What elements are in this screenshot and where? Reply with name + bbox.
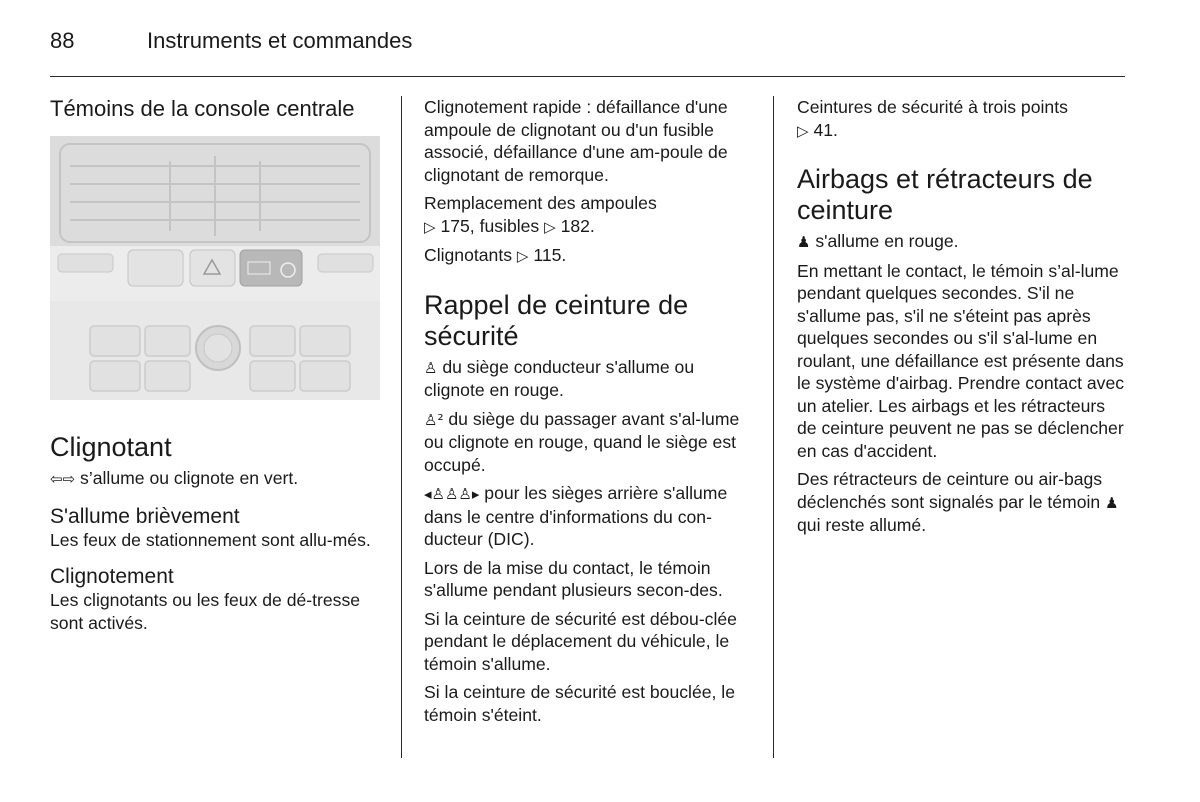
paragraph-text: Ceintures de sécurité à trois points [797, 97, 1068, 117]
section-heading: Témoins de la console centrale [50, 96, 355, 121]
paragraph [424, 192, 754, 238]
page-number: 88 [50, 28, 75, 53]
passenger-seatbelt-icon: ♙² [424, 410, 444, 429]
reference-arrow-icon: ▷ [424, 217, 436, 236]
column-left [50, 96, 380, 640]
section-title-seatbelt: Rappel de ceinture de sécurité [424, 289, 689, 351]
rear-seatbelt-icon: ◂♙♙♙▸ [424, 485, 480, 503]
paragraph-text: Clignotants [424, 245, 513, 265]
paragraph: Les feux de stationnement sont allu-més. [50, 529, 371, 550]
paragraph: Lors de la mise du contact, le témoin s'allume pendant plusieurs secon-des. [424, 557, 723, 600]
column-middle [424, 96, 754, 732]
paragraph [797, 230, 1127, 254]
paragraph-text: 41. [813, 119, 838, 140]
subsection-title: S'allume brièvement [50, 504, 240, 528]
column-divider [773, 96, 774, 758]
paragraph-text: du siège conducteur s'allume ou clignote en rouge. [424, 356, 695, 400]
page-header [50, 26, 1125, 77]
chapter-title: Instruments et commandes [147, 28, 413, 53]
seatbelt-icon: ♙ [424, 358, 438, 377]
paragraph: Les clignotants ou les feux de dé-tresse sont activés. [50, 590, 361, 633]
paragraph-text: pour les sièges arrière s'allume dans le centre d'informations du con-ducteur (DIC). [424, 483, 728, 549]
paragraph-text: s’allume ou clignote en vert. [80, 468, 299, 488]
paragraph [424, 408, 754, 477]
subsection-title: Clignotement [50, 565, 174, 588]
paragraph-text: s'allume en rouge. [815, 231, 959, 251]
paragraph-text: qui reste allumé. [797, 515, 927, 535]
paragraph [797, 468, 1127, 537]
reference-arrow-icon: ▷ [544, 217, 556, 236]
paragraph [424, 244, 754, 268]
paragraph: Si la ceinture de sécurité est débou-clée pendant le déplacement du véhicule, le témoin s'allume. [424, 608, 737, 674]
paragraph-text: 182. [560, 215, 595, 236]
paragraph-text: du siège du passager avant s'al-lume ou clignote en rouge, quand le siège est occupé. [424, 408, 740, 475]
paragraph-text: Remplacement des ampoules [424, 193, 657, 213]
section-title-airbags: Airbags et rétracteurs de ceinture [797, 164, 1093, 225]
paragraph-text: Des rétracteurs de ceinture ou air-bags déclenchés sont signalés par le témoin [797, 469, 1103, 512]
turn-signal-arrows-icon: ⇦⇨ [50, 470, 76, 488]
paragraph: Clignotement rapide : défaillance d'une ampoule de clignotant ou d'un fusible associé, défaillance d'une am-poule de clignotant de remorque. [424, 97, 728, 185]
column-right [797, 96, 1127, 543]
console-photo [50, 136, 380, 400]
paragraph [797, 96, 1127, 142]
reference-arrow-icon: ▷ [797, 121, 809, 140]
section-title-clignotant: Clignotant [50, 432, 172, 462]
paragraph: Si la ceinture de sécurité est bouclée, le témoin s'éteint. [424, 682, 736, 725]
column-divider [401, 96, 402, 758]
airbag-icon: ♟ [797, 233, 811, 251]
paragraph: En mettant le contact, le témoin s’al-lume pendant quelques secondes. S'il ne s'allume pas, s'il ne s'éteint pas après quelques secondes ou s'il s'al-lume en roulant, une défaillance est présente dans le système d'airbag. Prendre contact avec un atelier. Les airbags et les rétracteurs de ceinture peuvent ne pas se déclencher en cas d'accident. [797, 260, 1125, 461]
paragraph [424, 482, 754, 551]
paragraph [50, 467, 380, 491]
paragraph [424, 356, 754, 402]
paragraph-text: 175, fusibles [440, 215, 540, 236]
paragraph-text: 115. [533, 245, 567, 265]
airbag-icon: ♟ [1105, 493, 1119, 512]
reference-arrow-icon: ▷ [516, 247, 529, 265]
